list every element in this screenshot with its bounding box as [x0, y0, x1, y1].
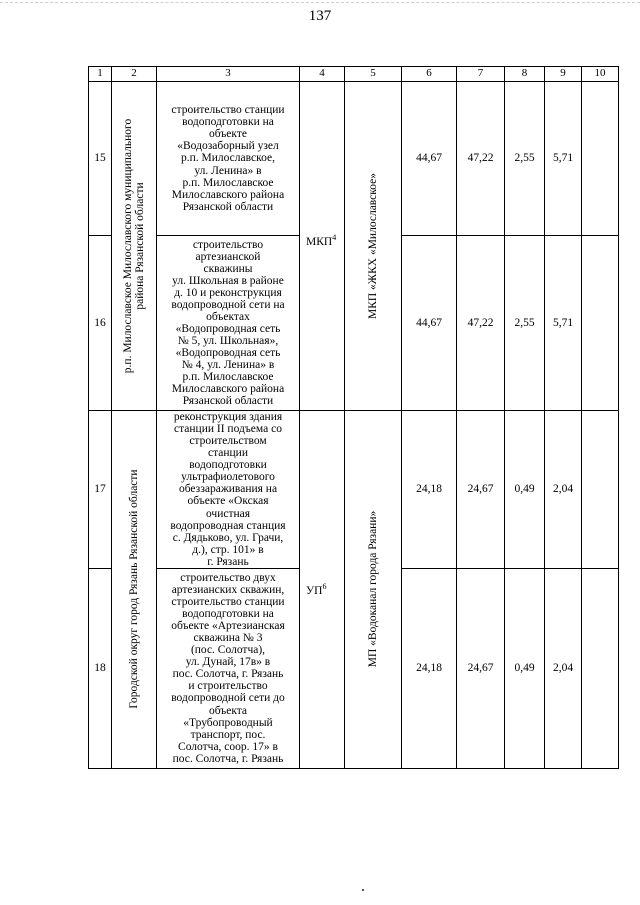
header-cell: 3 — [157, 67, 300, 82]
scan-edge-line — [0, 2, 640, 4]
value-col10 — [582, 82, 619, 236]
page-number: 137 — [308, 8, 332, 24]
territory-cell — [112, 411, 157, 769]
value-col6: 44,67 — [402, 236, 457, 411]
row-number: 15 — [89, 82, 112, 236]
header-cell: 5 — [345, 67, 402, 82]
project-description: строительство станции водоподготовки на объекте «Водозаборный узел р.п. Милославское, ул. Ленина» в р.п. Милославское Милославского района Рязанской области — [157, 82, 300, 236]
value-col10 — [582, 236, 619, 411]
value-col9: 2,04 — [545, 411, 582, 569]
value-col9: 5,71 — [545, 82, 582, 236]
value-col8: 2,55 — [505, 82, 545, 236]
tariff-type-cell — [300, 82, 345, 411]
header-cell: 7 — [457, 67, 505, 82]
header-cell: 8 — [505, 67, 545, 82]
table-row — [89, 411, 619, 569]
header-cell: 2 — [112, 67, 157, 82]
value-col7: 24,67 — [457, 568, 505, 768]
value-col8: 0,49 — [505, 568, 545, 768]
organization-cell — [345, 82, 402, 411]
tariff-type: МКП$^4$ — [306, 233, 337, 248]
value-col7: 47,22 — [457, 236, 505, 411]
project-description: строительство двух артезианских скважин, строительство станции водоподготовки на объекте «Артезианская скважина № 3 (пос. Солотча), ул. Дунай, 17в» в пос. Солотча, г. Рязань и строительство водопроводной сети до объекта «Трубопроводный транспорт, пос. Солотча, соор. 17» в пос. Солотча, г. Рязань — [157, 568, 300, 768]
value-col6: 24,18 — [402, 568, 457, 768]
tariff-type-cell — [300, 411, 345, 769]
tariff-table — [88, 66, 619, 769]
header-row — [89, 67, 619, 82]
value-col10 — [582, 411, 619, 569]
value-col8: 0,49 — [505, 411, 545, 569]
header-cell: 6 — [402, 67, 457, 82]
value-col9: 5,71 — [545, 236, 582, 411]
project-description: реконструкция здания станции II подъема со строительством станции водоподготовки ультрафиолетового обеззараживания на объекте «Окская очистная водопроводная станция с. Дядьково, ул. Грачи, д.), стр. 101» в г. Рязань — [157, 411, 300, 569]
territory-text: Городской округ город Рязань Рязанской области — [127, 469, 140, 710]
row-number: 16 — [89, 236, 112, 411]
header-cell: 1 — [89, 67, 112, 82]
value-col6: 24,18 — [402, 411, 457, 569]
scan-speck — [362, 889, 364, 891]
organization-name: МКП «ЖКХ «Милославское» — [366, 172, 379, 320]
value-col6: 44,67 — [402, 82, 457, 236]
value-col7: 47,22 — [457, 82, 505, 236]
value-col10 — [582, 568, 619, 768]
header-cell: 10 — [582, 67, 619, 82]
row-number: 18 — [89, 568, 112, 768]
territory-cell — [112, 82, 157, 411]
organization-cell — [345, 411, 402, 769]
value-col8: 2,55 — [505, 236, 545, 411]
header-cell: 4 — [300, 67, 345, 82]
organization-name: МП «Водоканал города Рязани» — [366, 511, 379, 668]
value-col9: 2,04 — [545, 568, 582, 768]
value-col7: 24,67 — [457, 411, 505, 569]
header-cell: 9 — [545, 67, 582, 82]
territory-text: р.п. Милославское Милославского муниципального района Рязанской области — [121, 118, 146, 374]
table-row — [89, 82, 619, 236]
tariff-type: $УП^6$ — [306, 582, 327, 597]
project-description: строительство артезианской скважины ул. Школьная в районе д. 10 и реконструкция водопроводной сети на объектах «Водопроводная сеть № 5, ул. Школьная», «Водопроводная сеть № 4, ул. Ленина» в р.п. Милославское Милославского района Рязанской области — [157, 236, 300, 411]
row-number: 17 — [89, 411, 112, 569]
